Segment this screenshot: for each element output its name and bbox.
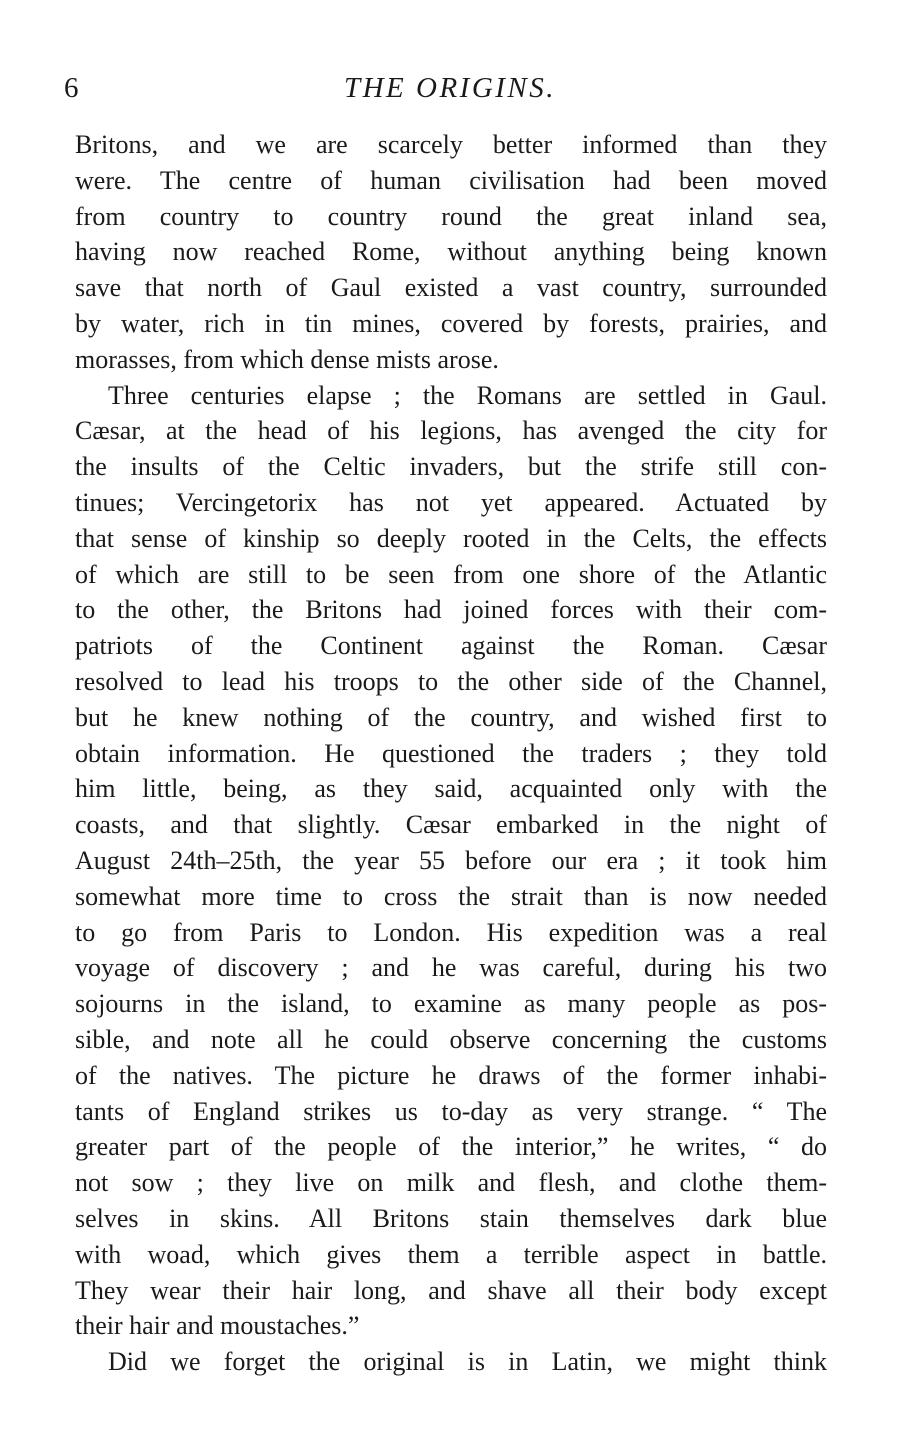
text-line: were. The centre of human civilisation had been moved [75,165,827,195]
page-number: 6 [64,72,79,104]
text-line: selves in skins. All Britons stain themselves dark blue [75,1203,827,1233]
text-line: August 24th–25th, the year 55 before our era ; it took him [75,845,827,875]
text-line: save that north of Gaul existed a vast country, surrounded [75,273,827,303]
text-line: having now reached Rome, without anything being known [75,237,827,267]
text-line: Cæsar, at the head of his legions, has avenged the city for [75,416,827,446]
text-line: of the natives. The picture he draws of the former inhabi- [75,1060,827,1090]
text-line: tants of England strikes us to-day as very strange. “ The [75,1096,827,1126]
text-line: obtain information. He questioned the traders ; they told [75,738,827,768]
text-line: somewhat more time to cross the strait than is now needed [75,881,827,911]
text-line: patriots of the Continent against the Roman. Cæsar [75,631,827,661]
text-line: of which are still to be seen from one shore of the Atlantic [75,559,827,589]
text-line: resolved to lead his troops to the other side of the Channel, [75,666,827,696]
text-line: him little, being, as they said, acquainted only with the [75,774,827,804]
text-line: that sense of kinship so deeply rooted in the Celts, the effects [75,523,827,553]
text-line: with woad, which gives them a terrible aspect in battle. [75,1239,827,1269]
text-line: voyage of discovery ; and he was careful, during his two [75,953,827,983]
text-line: from country to country round the great inland sea, [75,201,827,231]
text-line: not sow ; they live on milk and flesh, and clothe them- [75,1168,827,1198]
text-line: tinues; Vercingetorix has not yet appeared. Actuated by [75,487,827,517]
running-header [64,66,836,110]
text-line: by water, rich in tin mines, covered by forests, prairies, and [75,308,827,338]
text-line: morasses, from which dense mists arose. [75,344,499,374]
text-line: They wear their hair long, and shave all their body except [75,1275,827,1305]
text-line: sojourns in the island, to examine as many people as pos- [75,989,827,1019]
text-line: sible, and note all he could observe concerning the customs [75,1024,827,1054]
text-line: to go from Paris to London. His expedition was a real [75,917,827,947]
body-text [75,127,827,1380]
text-line: to the other, the Britons had joined forces with their com- [75,595,827,625]
text-line: coasts, and that slightly. Cæsar embarked in the night of [75,810,827,840]
text-line: their hair and moustaches.” [75,1311,360,1341]
running-title: THE ORIGINS. [343,72,557,104]
text-line: Britons, and we are scarcely better informed than they [75,130,827,159]
text-line: Did we forget the original is in Latin, we might think [108,1347,827,1377]
text-line: the insults of the Celtic invaders, but the strife still con- [75,452,827,482]
text-line: greater part of the people of the interior,” he writes, “ do [75,1132,827,1162]
text-line: but he knew nothing of the country, and wished first to [75,702,827,732]
text-line: Three centuries elapse ; the Romans are settled in Gaul. [108,380,827,410]
